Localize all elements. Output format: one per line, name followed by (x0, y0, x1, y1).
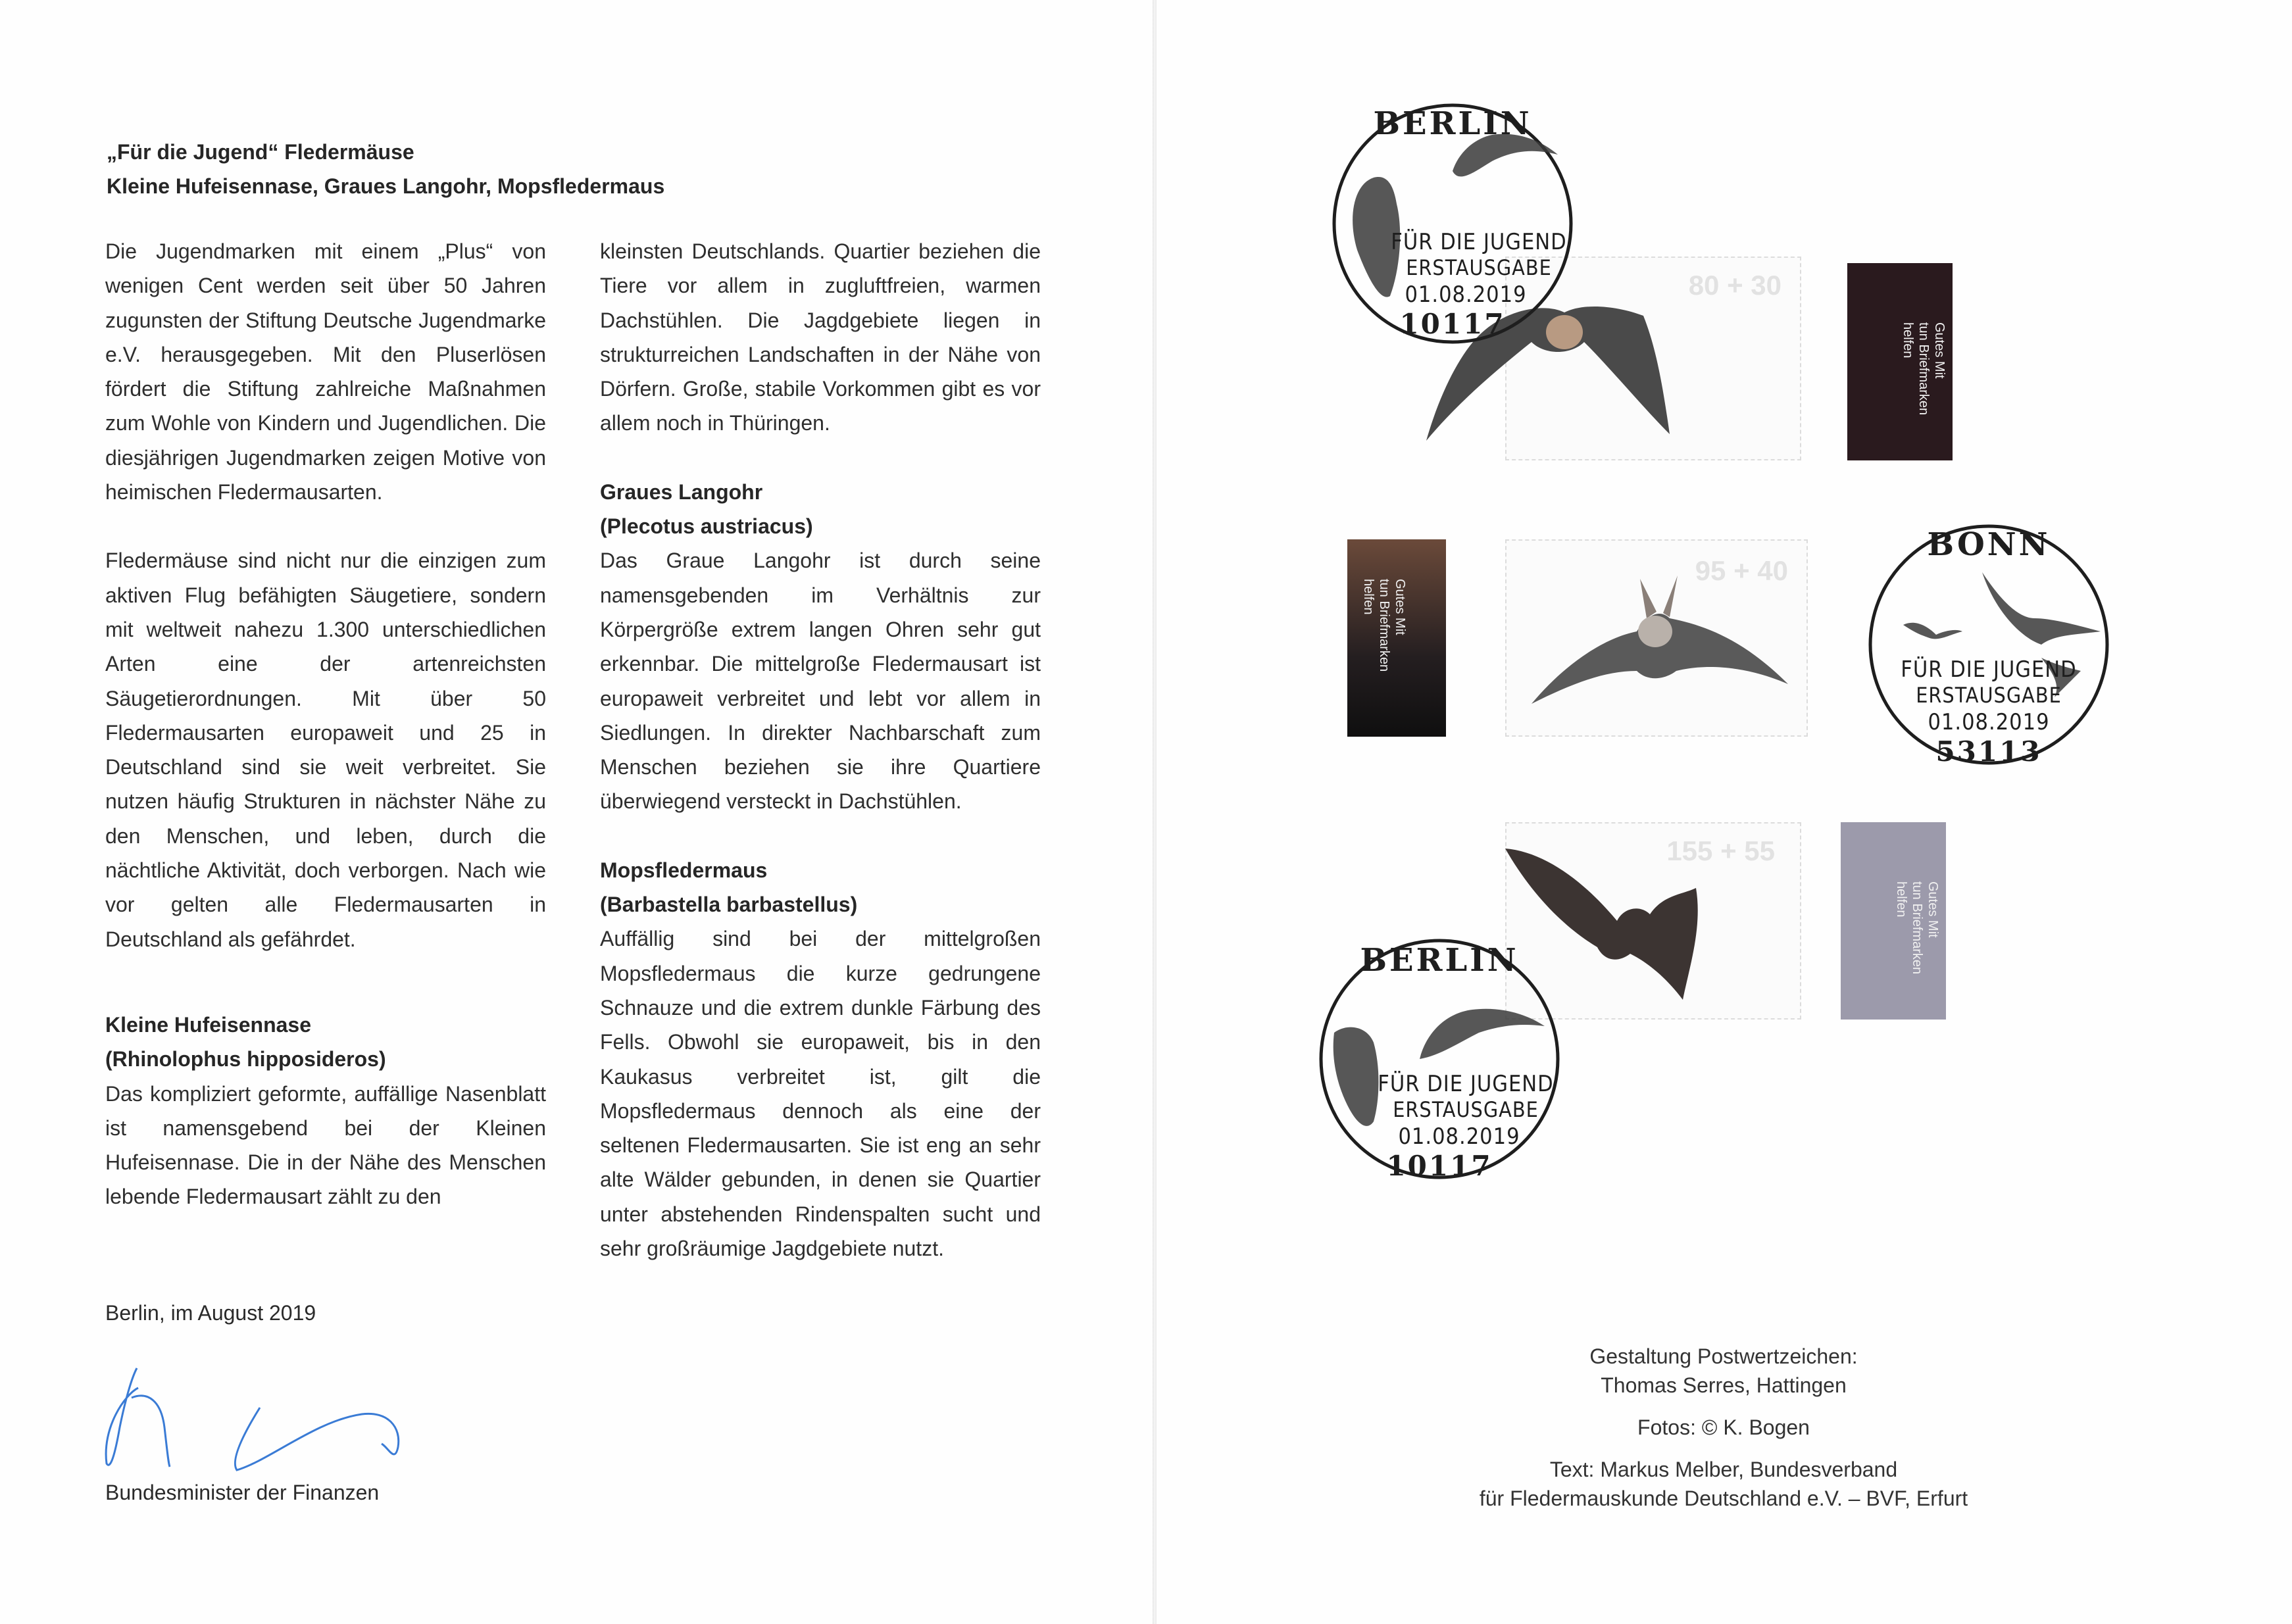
section-latin-mopsfledermaus: (Barbastella barbastellus) (600, 893, 858, 917)
document-title (107, 135, 664, 203)
postmark-date: 01.08.2019 (1928, 709, 2050, 735)
postmark-line-1: FÜR DIE JUGEND (1378, 1071, 1554, 1097)
postmark-line-2: ERSTAUSGABE (1406, 255, 1552, 280)
stamp-tab-text: Gutes Mit tun Briefmarken helfen (1361, 579, 1407, 672)
postmark-line-1: FÜR DIE JUGEND (1391, 229, 1567, 255)
stamp-tab-text: Gutes Mit tun Briefmarken helfen (1894, 881, 1940, 975)
postmark-date: 01.08.2019 (1405, 282, 1527, 308)
text-column-2 (600, 234, 1041, 1266)
section-heading-mopsfledermaus: Mopsfledermaus (600, 858, 768, 882)
section-text-langohr: Das Graue Langohr ist durch seine namensgebenden im Verhältnis zur Körpergröße extrem langen Ohren sehr gut erkennbar. Die mittelgroße Fledermausart ist europaweit verbreitet und lebt vor allem in Siedlungen. In direkter Nachbarschaft zum Menschen beziehen sie ihre Quartiere überwiegend versteckt in Dachstühlen. (600, 549, 1041, 814)
postmark-berlin-bottom (1314, 934, 1564, 1184)
section-heading-langohr: Graues Langohr (600, 480, 763, 504)
section-latin-hufeisennase: (Rhinolophus hipposideros) (105, 1047, 386, 1071)
credits-photos: Fotos: © K. Bogen (1637, 1415, 1810, 1439)
stamp-tab-text: Gutes Mit tun Briefmarken helfen (1901, 322, 1947, 416)
credits-design-label: Gestaltung Postwertzeichen: (1589, 1344, 1858, 1368)
section-latin-langohr: (Plecotus austriacus) (600, 514, 813, 539)
title-line-1: „Für die Jugend“ Fledermäuse (107, 140, 414, 164)
stamp-langohr (1361, 539, 1808, 737)
postmark-zip: 10117 (1399, 308, 1506, 340)
stamp-tab (1841, 822, 1946, 1020)
postmark-bonn (1864, 520, 2114, 770)
section-text-hufeisennase-b: kleinsten Deutschlands. Quartier beziehen die Tiere vor allem in zugluftfreien, warmen Dachstühlen. Die Jagdgebiete liegen in strukturreichen Landschaften in der Nähe von Dörfern. Große, stabile Vorkommen gibt es vor allem noch in Thüringen. (600, 239, 1041, 435)
stamp-value: 155 + 55 (1666, 835, 1775, 866)
bat-langohr-image (1505, 539, 1808, 737)
postmark-line-2: ERSTAUSGABE (1393, 1097, 1539, 1122)
title-line-2: Kleine Hufeisennase, Graues Langohr, Mopsfledermaus (107, 174, 665, 198)
postmark-zip: 53113 (1935, 735, 2042, 768)
signoff-place-date: Berlin, im August 2019 (105, 1301, 316, 1325)
postmark-city: BERLIN (1373, 105, 1532, 142)
credits-text-line-2: für Fledermauskunde Deutschland e.V. – BVF, Erfurt (1479, 1487, 1968, 1510)
stamp-tab (1347, 539, 1446, 737)
credits-design-name: Thomas Serres, Hattingen (1601, 1373, 1847, 1397)
credits-block (1349, 1342, 2099, 1513)
postmark-date: 01.08.2019 (1398, 1123, 1520, 1150)
credits-text-line-1: Text: Markus Melber, Bundesverband (1549, 1458, 1898, 1481)
text-column-1 (105, 234, 546, 1214)
postmark-berlin-top (1328, 99, 1578, 349)
handwritten-signature (99, 1329, 408, 1480)
intro-paragraph-1: Die Jugendmarken mit einem „Plus“ von wenigen Cent werden seit über 50 Jahren zugunsten der Stiftung Deutsche Jugendmarke e.V. herausgegeben. Mit den Pluserlösen fördert die Stiftung zahlreiche Maßnahmen zum Wohle von Kindern und Jugendlichen. Die diesjährigen Jugendmarken zeigen Motive von heimischen Fledermausarten. (105, 239, 546, 504)
postmark-line-1: FÜR DIE JUGEND (1901, 656, 2077, 683)
postmark-city: BONN (1927, 526, 2051, 563)
intro-paragraph-2: Fledermäuse sind nicht nur die einzigen zum aktiven Flug befähigten Säugetiere, sondern mit weltweit nahezu 1.300 unterschiedlichen Arten eine der artenreichsten Säugetierordnungen. Mit über 50 Fledermausarten europaweit und 25 in Deutschland sind sie weit verbreitet. Sie nutzen häufig Strukturen in nächster Nähe zu den Menschen, und leben, durch die nächtliche Aktivität, doch verborgen. Nach wie vor gelten alle Fledermausarten in Deutschland als gefährdet. (105, 549, 546, 951)
right-page (1157, 0, 2292, 1624)
postmark-line-2: ERSTAUSGABE (1916, 683, 2062, 708)
section-heading-hufeisennase: Kleine Hufeisennase (105, 1012, 311, 1037)
section-text-hufeisennase-a: Das kompliziert geformte, auffällige Nasenblatt ist namensgebend bei der Kleinen Hufeisennase. Die in der Nähe des Menschen lebende Fledermausart zählt zu den (105, 1081, 546, 1209)
stamp-tab (1847, 263, 1953, 460)
postmark-city: BERLIN (1360, 942, 1519, 979)
section-text-mopsfledermaus: Auffällig sind bei der mittelgroßen Mopsfledermaus die kurze gedrungene Schnauze und die extrem dunkle Färbung des Fells. Obwohl sie europaweit, bis in den Kaukasus verbreitet ist, gilt die Mopsfledermaus dennoch als eine der seltenen Fledermausarten. Sie ist eng an sehr alte Wälder gebunden, in denen sie Quartier unter abstehenden Rindenspalten sucht und sehr großräumige Jagdgebiete nutzt. (600, 927, 1041, 1261)
signer-title: Bundesminister der Finanzen (105, 1481, 380, 1504)
stamp-value: 95 + 40 (1695, 555, 1788, 586)
stamp-value: 80 + 30 (1688, 270, 1781, 301)
postmark-zip: 10117 (1386, 1150, 1493, 1182)
